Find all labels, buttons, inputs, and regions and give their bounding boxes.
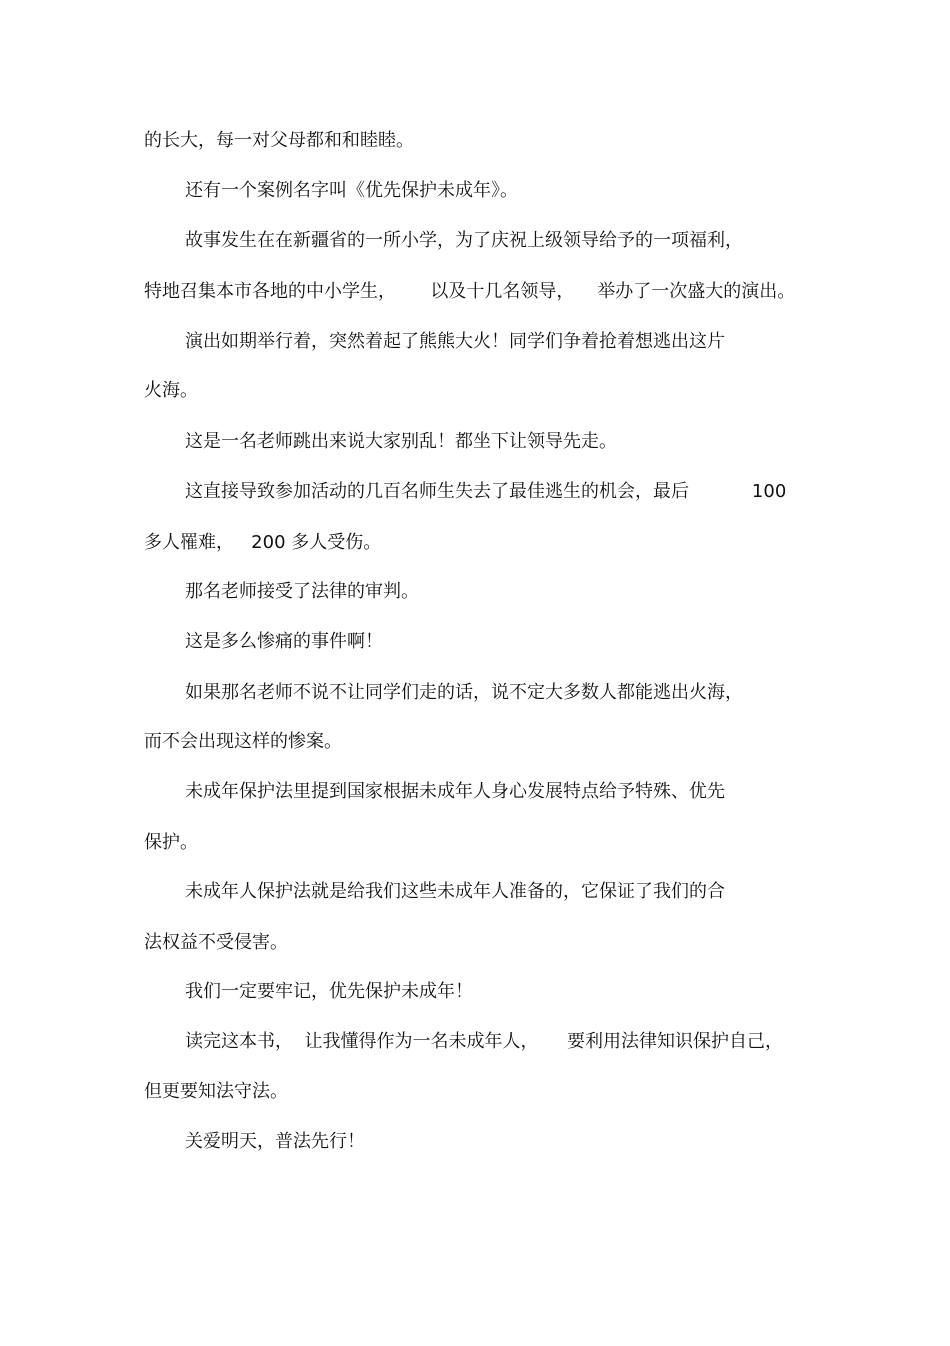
- text-line-11: 这是多么惨痛的事件啊！: [185, 631, 383, 652]
- text-line-10: 那名老师接受了法律的审判。: [185, 581, 419, 602]
- text-line-1: 的长大，每一对父母都和和睦睦。: [144, 130, 414, 151]
- text-line-16: 未成年人保护法就是给我们这些未成年人准备的，它保证了我们的合: [185, 881, 725, 902]
- text-line-13: 而不会出现这样的惨案。: [144, 731, 342, 752]
- text-line-14: 未成年保护法里提到国家根据未成年人身心发展特点给予特殊、优先: [185, 781, 725, 802]
- text-line-9: 多人罹难， 200 多人受伤。: [144, 532, 382, 553]
- text-line-7: 这是一名老师跳出来说大家别乱！都坐下让领导先走。: [185, 431, 617, 452]
- text-line-19: 读完这本书， 让我懂得作为一名未成年人， 要利用法律知识保护自己，: [185, 1031, 784, 1052]
- text-line-20: 但更要知法守法。: [144, 1081, 288, 1102]
- text-line-21: 关爱明天，普法先行！: [185, 1131, 365, 1152]
- text-line-18: 我们一定要牢记，优先保护未成年！: [185, 981, 473, 1002]
- text-line-8: 这直接导致参加活动的几百名师生失去了最佳逃生的机会，最后 100: [185, 481, 787, 502]
- text-line-4: 特地召集本市各地的中小学生， 以及十几名领导， 举办了一次盛大的演出。: [144, 281, 796, 302]
- text-line-12: 如果那名老师不说不让同学们走的话，说不定大多数人都能逃出火海，: [185, 682, 743, 703]
- text-line-17: 法权益不受侵害。: [144, 932, 288, 953]
- text-line-5: 演出如期举行着，突然着起了熊熊大火！同学们争着抢着想逃出这片: [185, 331, 725, 352]
- text-line-15: 保护。: [144, 832, 198, 853]
- text-line-6: 火海。: [144, 380, 198, 401]
- text-line-3: 故事发生在在新疆省的一所小学，为了庆祝上级领导给予的一项福利，: [185, 230, 743, 251]
- text-line-2: 还有一个案例名字叫《优先保护未成年》。: [185, 180, 518, 201]
